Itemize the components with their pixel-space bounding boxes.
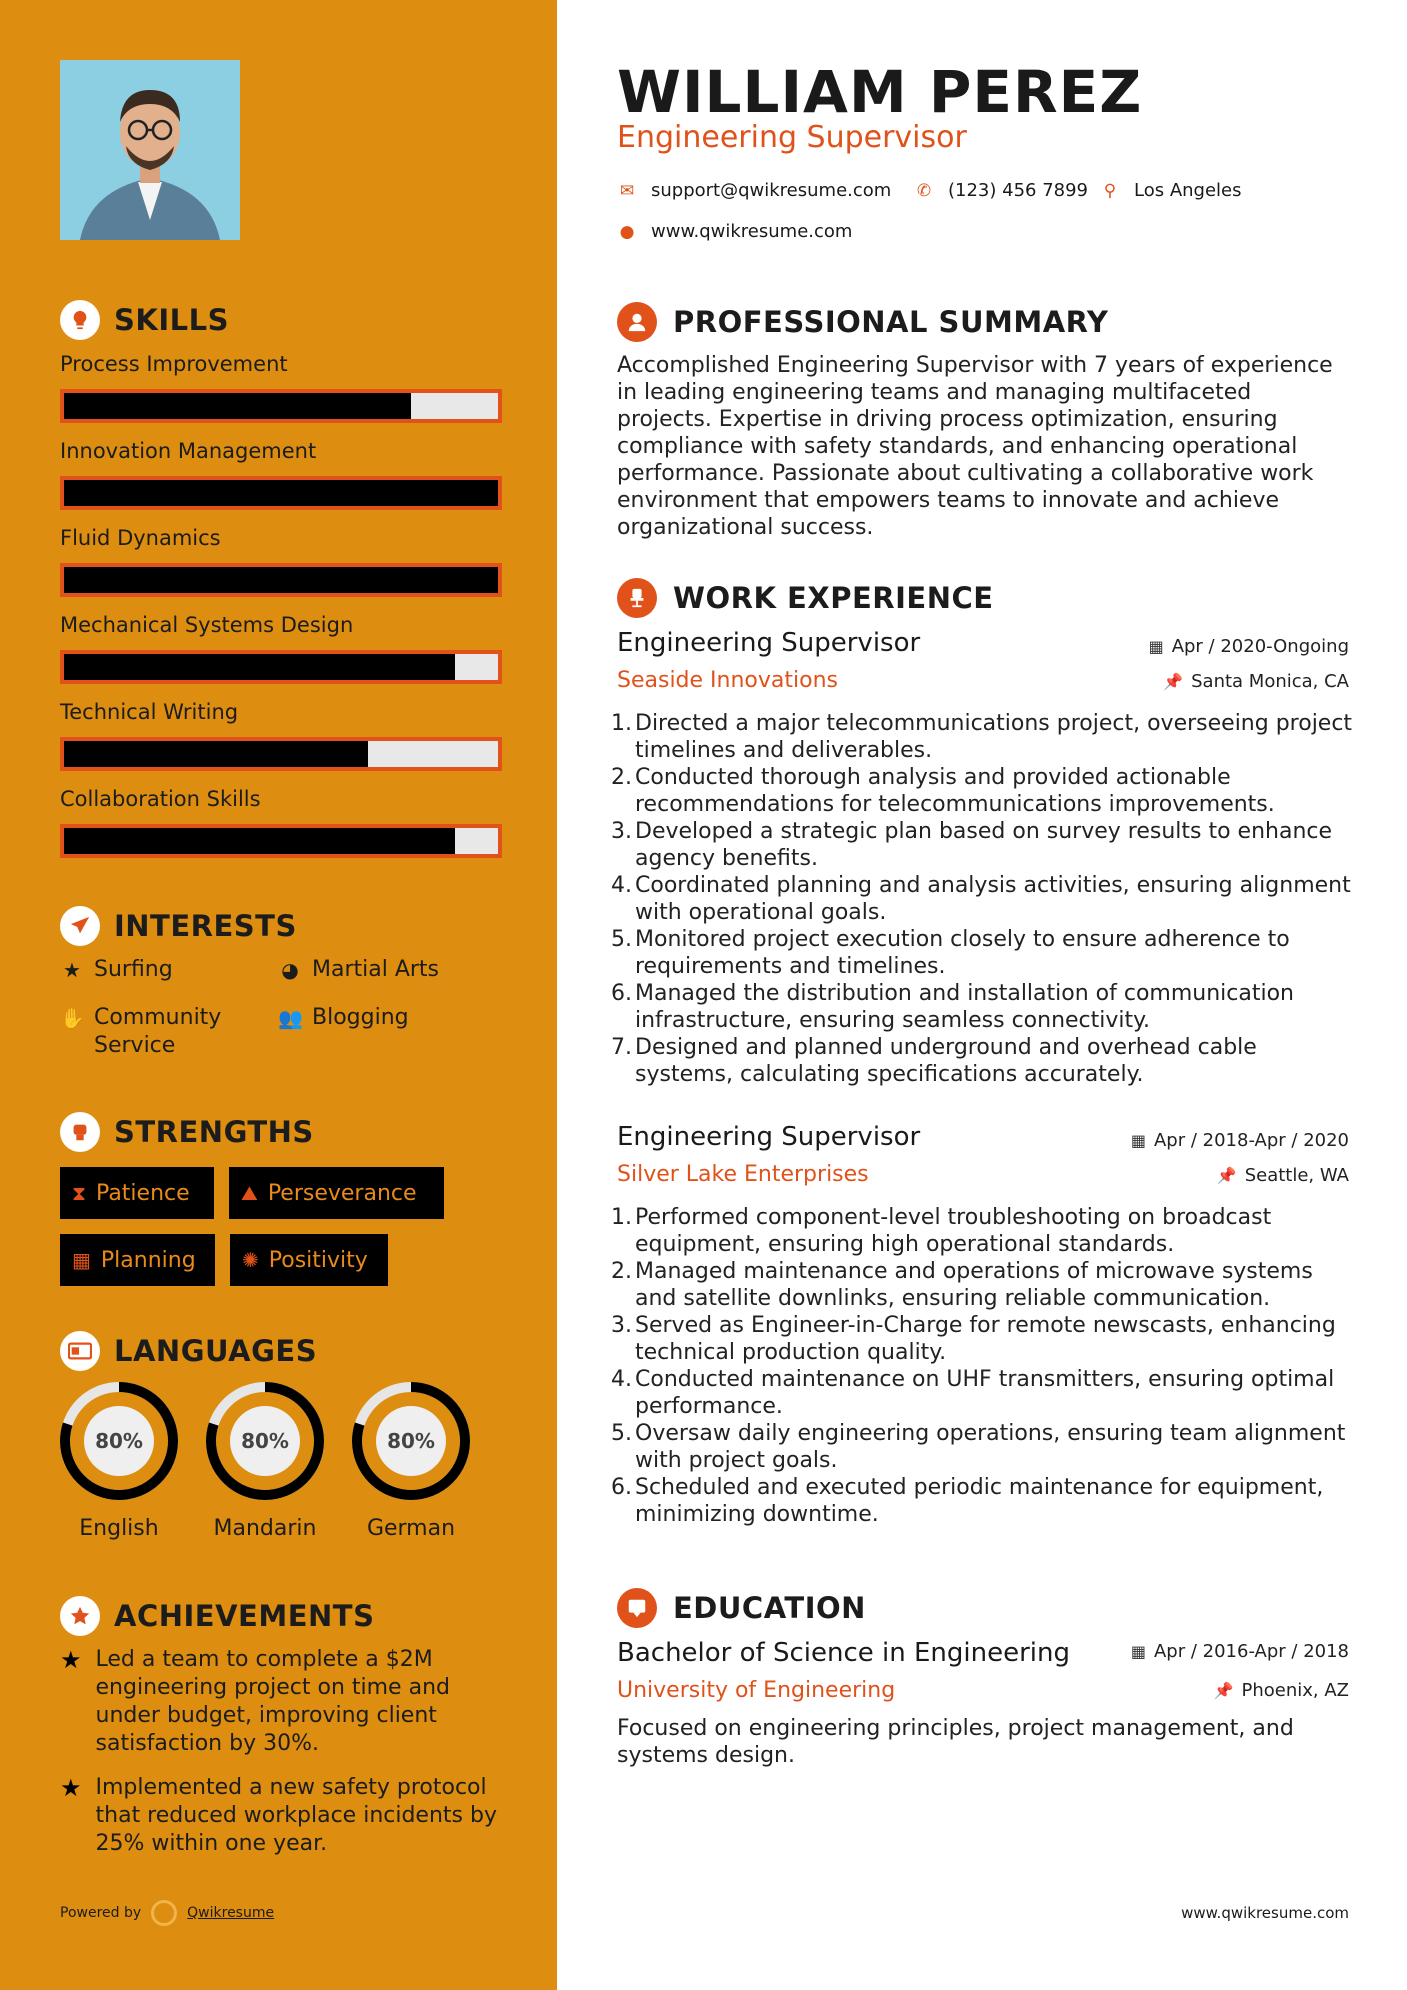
skill-label: Technical Writing xyxy=(60,700,239,724)
calendar-icon: ▦ xyxy=(1130,1131,1146,1150)
skill-bar xyxy=(60,650,502,684)
location-text: Los Angeles xyxy=(1134,180,1242,201)
contact-location xyxy=(1100,180,1242,201)
hand-icon: ✋ xyxy=(60,1006,85,1030)
bullet-text: Managed maintenance and operations of microwave systems and satellite downlinks, ensuring reliable communication. xyxy=(635,1259,1313,1311)
list-item: 2. Managed maintenance and operations of microwave systems and satellite downlinks, ensuring reliable communication. xyxy=(611,1258,1356,1312)
strength-label: Planning xyxy=(100,1247,196,1273)
office-chair-icon xyxy=(617,578,657,618)
contact-website[interactable] xyxy=(617,221,852,242)
list-item: 1. Directed a major telecommunications project, overseeing project timelines and deliverables. xyxy=(611,710,1356,764)
skill-label: Mechanical Systems Design xyxy=(60,613,354,637)
language-ring xyxy=(58,1380,180,1502)
interests-title: INTERESTS xyxy=(114,909,297,943)
job-bullets xyxy=(611,710,1356,1088)
sun-icon: ✺ xyxy=(242,1248,259,1272)
email-text: support@qwikresume.com xyxy=(651,180,892,201)
star-icon: ★ xyxy=(63,958,81,982)
list-item: 5. Oversaw daily engineering operations, ensuring team alignment with project goals. xyxy=(611,1420,1356,1474)
strength-chip xyxy=(229,1167,444,1219)
calendar-icon: ▦ xyxy=(72,1248,91,1272)
interest-label: Martial Arts xyxy=(312,957,440,982)
achievement-text: Implemented a new safety protocol that reduced workplace incidents by 25% within one year. xyxy=(95,1775,497,1856)
list-item: 1. Performed component-level troubleshooting on broadcast equipment, ensuring high operational standards. xyxy=(611,1204,1356,1258)
job-location xyxy=(1163,671,1349,692)
skill-label: Process Improvement xyxy=(60,352,288,376)
achievements-header xyxy=(60,1596,374,1636)
bullet-text: Directed a major telecommunications project, overseeing project timelines and deliverables. xyxy=(635,711,1353,763)
language-icon xyxy=(60,1331,100,1371)
interest-item xyxy=(60,956,260,984)
bullet-text: Performed component-level troubleshooting on broadcast equipment, ensuring high operational standards. xyxy=(635,1205,1272,1257)
list-item: 5. Monitored project execution closely to ensure adherence to requirements and timelines. xyxy=(611,926,1356,980)
website-text: www.qwikresume.com xyxy=(651,221,853,242)
user-icon xyxy=(617,302,657,342)
bullet-text: Monitored project execution closely to ensure adherence to requirements and timelines. xyxy=(635,927,1290,979)
sidebar xyxy=(0,0,557,1990)
medal-star-icon xyxy=(60,1596,100,1636)
skill-label: Collaboration Skills xyxy=(60,787,261,811)
skill-fill xyxy=(64,567,498,593)
job-title: Engineering Supervisor xyxy=(617,1122,921,1152)
bullet-text: Oversaw daily engineering operations, ensuring team alignment with project goals. xyxy=(635,1421,1346,1473)
qwikresume-logo-icon xyxy=(151,1900,177,1926)
school-name: University of Engineering xyxy=(617,1678,896,1703)
bullet-text: Scheduled and executed periodic maintenance for equipment, minimizing downtime. xyxy=(635,1475,1324,1527)
skill-fill xyxy=(64,393,411,419)
education-dates-text: Apr / 2016-Apr / 2018 xyxy=(1153,1641,1349,1662)
skills-header xyxy=(60,300,229,340)
experience-header xyxy=(617,578,994,618)
pin-icon: 📌 xyxy=(1213,1681,1234,1700)
strength-label: Patience xyxy=(96,1180,190,1206)
footer-url[interactable]: www.qwikresume.com xyxy=(1181,1904,1349,1922)
skill-fill xyxy=(64,480,498,506)
skill-bar xyxy=(60,563,502,597)
summary-text: Accomplished Engineering Supervisor with 7 years of experience in leading engineering teams and managing multifaceted projects. Expertise in driving process optimization, ensuring compliance with safety standards, and enhancing operational performance. Passionate about cultivating a collaborative work environment that empowers teams to innovate and achieve organizational success. xyxy=(617,353,1333,540)
road-icon: ⛰ xyxy=(241,1181,258,1205)
job-location-text: Santa Monica, CA xyxy=(1191,671,1349,692)
skill-label: Innovation Management xyxy=(60,439,317,463)
list-item: 4. Coordinated planning and analysis activities, ensuring alignment with operational goals. xyxy=(611,872,1356,926)
candidate-name: WILLIAM PEREZ xyxy=(617,58,1143,126)
bullet-text: Conducted thorough analysis and provided actionable recommendations for telecommunications improvements. xyxy=(635,765,1275,817)
job-dates xyxy=(1131,1130,1349,1151)
summary-title: PROFESSIONAL SUMMARY xyxy=(673,305,1109,339)
education-location xyxy=(1214,1680,1349,1701)
skills-title: SKILLS xyxy=(114,303,229,337)
achievement-text: Led a team to complete a $2M engineering project on time and under budget, improving client satisfaction by 30%. xyxy=(95,1647,450,1756)
graduation-icon xyxy=(617,1588,657,1628)
bullet-text: Designed and planned underground and overhead cable systems, calculating specifications accurately. xyxy=(635,1035,1257,1087)
job-company: Silver Lake Enterprises xyxy=(617,1162,869,1187)
profile-photo xyxy=(60,60,240,240)
list-item: 6. Managed the distribution and installation of communication infrastructure, ensuring seamless connectivity. xyxy=(611,980,1356,1034)
job-company: Seaside Innovations xyxy=(617,668,838,693)
interest-item xyxy=(278,1004,498,1032)
education-text: Focused on engineering principles, project management, and systems design. xyxy=(617,1716,1294,1768)
powered-by-label: Powered by xyxy=(60,1905,142,1921)
star-icon: ★ xyxy=(60,1774,82,1802)
languages-title: LANGUAGES xyxy=(114,1334,318,1368)
strengths-title: STRENGTHS xyxy=(114,1115,314,1149)
map-pin-icon: ⚲ xyxy=(1103,180,1117,201)
interest-label: Surfing xyxy=(94,957,173,982)
fist-icon xyxy=(60,1112,100,1152)
hourglass-icon: ⧗ xyxy=(72,1181,87,1205)
strength-chip xyxy=(60,1167,214,1219)
education-location-text: Phoenix, AZ xyxy=(1241,1680,1349,1701)
skill-fill xyxy=(64,741,368,767)
candidate-role: Engineering Supervisor xyxy=(617,120,967,155)
bullet-text: Coordinated planning and analysis activities, ensuring alignment with operational goals. xyxy=(635,873,1351,925)
paper-plane-icon xyxy=(60,906,100,946)
pin-icon: 📌 xyxy=(1163,672,1184,691)
interest-label: Community Service xyxy=(94,1005,222,1058)
skill-bar xyxy=(60,476,502,510)
languages-header xyxy=(60,1331,317,1371)
strength-label: Perseverance xyxy=(267,1180,417,1206)
language-percent: 80% xyxy=(387,1429,435,1453)
list-item: 7. Designed and planned underground and overhead cable systems, calculating specifications accurately. xyxy=(611,1034,1356,1088)
language-item xyxy=(350,1380,472,1541)
skill-bar xyxy=(60,389,502,423)
strength-chip xyxy=(60,1234,215,1286)
education-dates xyxy=(1131,1641,1349,1662)
job-dates-text: Apr / 2020-Ongoing xyxy=(1171,636,1349,657)
skill-item xyxy=(60,784,502,858)
experience-title: WORK EXPERIENCE xyxy=(673,581,994,615)
bullet-text: Developed a strategic plan based on survey results to enhance agency benefits. xyxy=(635,819,1333,871)
pin-icon: 📌 xyxy=(1216,1166,1237,1185)
phone-text: (123) 456 7899 xyxy=(948,180,1089,201)
language-ring xyxy=(204,1380,326,1502)
skill-item xyxy=(60,697,502,771)
job-location-text: Seattle, WA xyxy=(1244,1165,1349,1186)
language-percent: 80% xyxy=(241,1429,289,1453)
strength-chip xyxy=(230,1234,388,1286)
skill-label: Fluid Dynamics xyxy=(60,526,221,550)
degree-title: Bachelor of Science in Engineering xyxy=(617,1638,1070,1668)
skill-item xyxy=(60,436,502,510)
education-title: EDUCATION xyxy=(673,1591,866,1625)
job-dates xyxy=(1149,636,1349,657)
interest-label: Blogging xyxy=(312,1005,409,1030)
skill-fill xyxy=(64,654,455,680)
powered-by xyxy=(60,1900,274,1926)
language-name: Mandarin xyxy=(213,1516,317,1541)
language-item xyxy=(204,1380,326,1541)
language-name: English xyxy=(79,1516,159,1541)
interest-item xyxy=(278,956,498,984)
achievements-title: ACHIEVEMENTS xyxy=(114,1599,375,1633)
contact-phone[interactable] xyxy=(914,180,1088,201)
lightbulb-icon xyxy=(60,300,100,340)
list-item: 2. Conducted thorough analysis and provided actionable recommendations for telecommunications improvements. xyxy=(611,764,1356,818)
job-location xyxy=(1217,1165,1349,1186)
skill-item xyxy=(60,523,502,597)
bullet-text: Served as Engineer-in-Charge for remote newscasts, enhancing technical production quality. xyxy=(635,1313,1336,1365)
list-item: 3. Served as Engineer-in-Charge for remote newscasts, enhancing technical production quality. xyxy=(611,1312,1356,1366)
bullet-text: Managed the distribution and installation of communication infrastructure, ensuring seamless connectivity. xyxy=(635,981,1294,1033)
job-dates-text: Apr / 2018-Apr / 2020 xyxy=(1153,1130,1349,1151)
language-item xyxy=(58,1380,180,1541)
list-item: 3. Developed a strategic plan based on survey results to enhance agency benefits. xyxy=(611,818,1356,872)
star-icon: ★ xyxy=(60,1646,82,1674)
language-name: German xyxy=(366,1516,456,1541)
summary-header xyxy=(617,302,1108,342)
language-ring xyxy=(350,1380,472,1502)
skill-item xyxy=(60,349,502,423)
envelope-icon: ✉ xyxy=(619,180,635,201)
qwikresume-link[interactable]: Qwikresume xyxy=(187,1905,275,1921)
globe-icon: ◕ xyxy=(281,958,299,982)
globe-icon: ● xyxy=(619,221,635,242)
list-item: 4. Conducted maintenance on UHF transmitters, ensuring optimal performance. xyxy=(611,1366,1356,1420)
achievement-item xyxy=(60,1774,500,1858)
calendar-icon: ▦ xyxy=(1148,637,1164,656)
calendar-icon: ▦ xyxy=(1130,1642,1146,1661)
language-percent: 80% xyxy=(95,1429,143,1453)
skill-item xyxy=(60,610,502,684)
skill-fill xyxy=(64,828,455,854)
job-title: Engineering Supervisor xyxy=(617,628,921,658)
skill-bar xyxy=(60,824,502,858)
profile-photo-illustration xyxy=(60,60,240,240)
job-bullets xyxy=(611,1204,1356,1528)
interest-item xyxy=(60,1004,260,1060)
strength-label: Positivity xyxy=(268,1247,368,1273)
skill-bar xyxy=(60,737,502,771)
list-item: 6. Scheduled and executed periodic maintenance for equipment, minimizing downtime. xyxy=(611,1474,1356,1528)
phone-icon: ✆ xyxy=(916,180,932,201)
contact-email[interactable] xyxy=(617,180,891,201)
achievement-item xyxy=(60,1646,500,1758)
strengths-header xyxy=(60,1112,314,1152)
bullet-text: Conducted maintenance on UHF transmitters, ensuring optimal performance. xyxy=(635,1367,1335,1419)
users-icon: 👥 xyxy=(278,1006,303,1030)
education-header xyxy=(617,1588,866,1628)
interests-header xyxy=(60,906,297,946)
